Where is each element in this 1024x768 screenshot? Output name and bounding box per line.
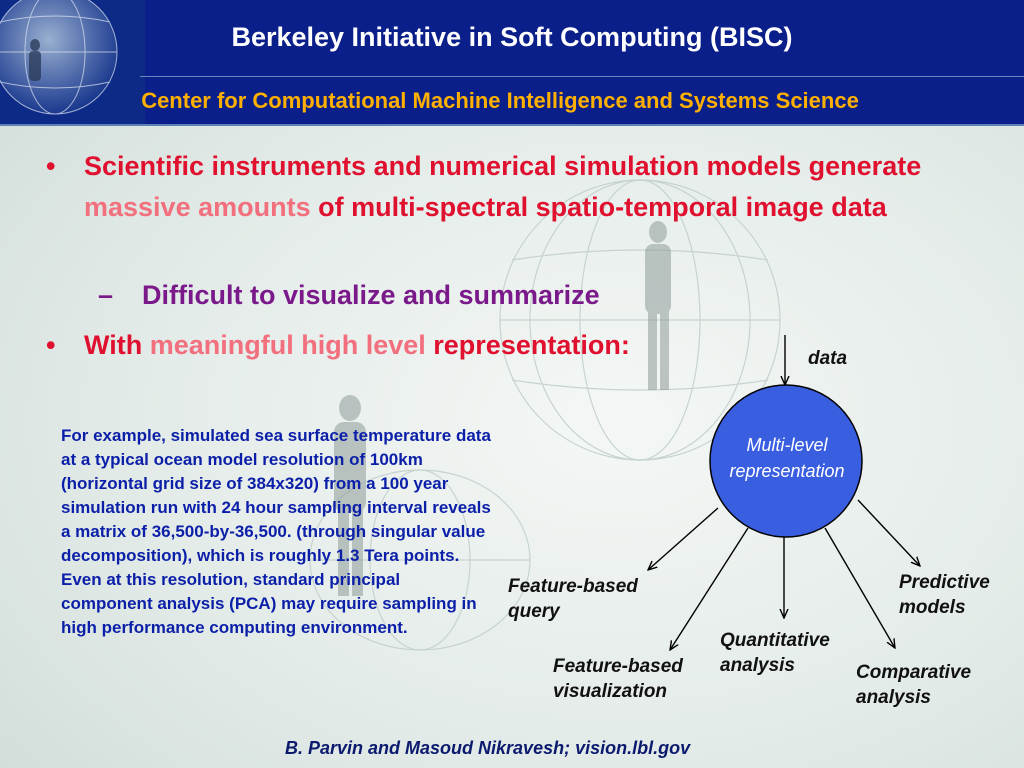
bullet-text-part: With bbox=[84, 330, 150, 360]
label-line: models bbox=[899, 597, 966, 618]
label-line: Feature-based bbox=[553, 656, 683, 677]
label-feature-based-visualization bbox=[553, 654, 683, 704]
slide-subtitle: Center for Computational Machine Intelligence and Systems Science bbox=[141, 88, 859, 113]
label-line: analysis bbox=[856, 687, 931, 708]
example-paragraph: For example, simulated sea surface temperature data at a typical ocean model resolution of 100km (horizontal grid size of 384x320) from a 100 year simulation run with 24 hour sampling interval reveals a matrix of 36,500-by-36,500. (through singular value decomposition), which is roughly 1.3 Tera points. Even at this resolution, standard principal component analysis (PCA) may require sampling in high performance computing environment. bbox=[61, 426, 491, 637]
node-label bbox=[708, 432, 866, 484]
label-line: Quantitative bbox=[720, 630, 830, 651]
label-quantitative-analysis bbox=[720, 628, 830, 678]
arrow-to-predictive bbox=[858, 500, 920, 566]
label-line: Feature-based bbox=[508, 576, 638, 597]
arrow-to-feature-query bbox=[648, 508, 718, 570]
bullet-text-part: representation: bbox=[425, 330, 630, 360]
emphasis-meaningful-high-level: meaningful high level bbox=[149, 330, 426, 360]
subbullet-marker: – bbox=[98, 280, 114, 310]
subbullet-text: Difficult to visualize and summarize bbox=[142, 280, 600, 310]
label-feature-based-query bbox=[508, 574, 638, 624]
slide-title: Berkeley Initiative in Soft Computing (BISC) bbox=[231, 22, 793, 52]
bullet-text-part: Scientific instruments and numerical simulation models generate bbox=[84, 151, 922, 181]
label-line: visualization bbox=[553, 681, 668, 702]
bullet-marker: • bbox=[46, 330, 56, 360]
label-data: data bbox=[808, 348, 848, 369]
emphasis-massive-amounts: massive amounts bbox=[84, 192, 311, 222]
bullet-marker: • bbox=[46, 151, 56, 181]
label-line: analysis bbox=[720, 655, 795, 676]
label-line: query bbox=[508, 601, 560, 622]
arrow-to-comparative bbox=[825, 528, 895, 648]
bullet-text-part: of multi-spectral spatio-temporal image data bbox=[310, 192, 887, 222]
label-predictive-models bbox=[899, 570, 990, 620]
footer-credit: B. Parvin and Masoud Nikravesh; vision.lbl.gov bbox=[285, 738, 691, 758]
label-comparative-analysis bbox=[856, 660, 971, 710]
node-label-line: Multi-level bbox=[746, 435, 828, 455]
label-line: Predictive bbox=[899, 572, 990, 593]
label-line: Comparative bbox=[856, 662, 972, 683]
node-label-line: representation bbox=[729, 461, 845, 481]
